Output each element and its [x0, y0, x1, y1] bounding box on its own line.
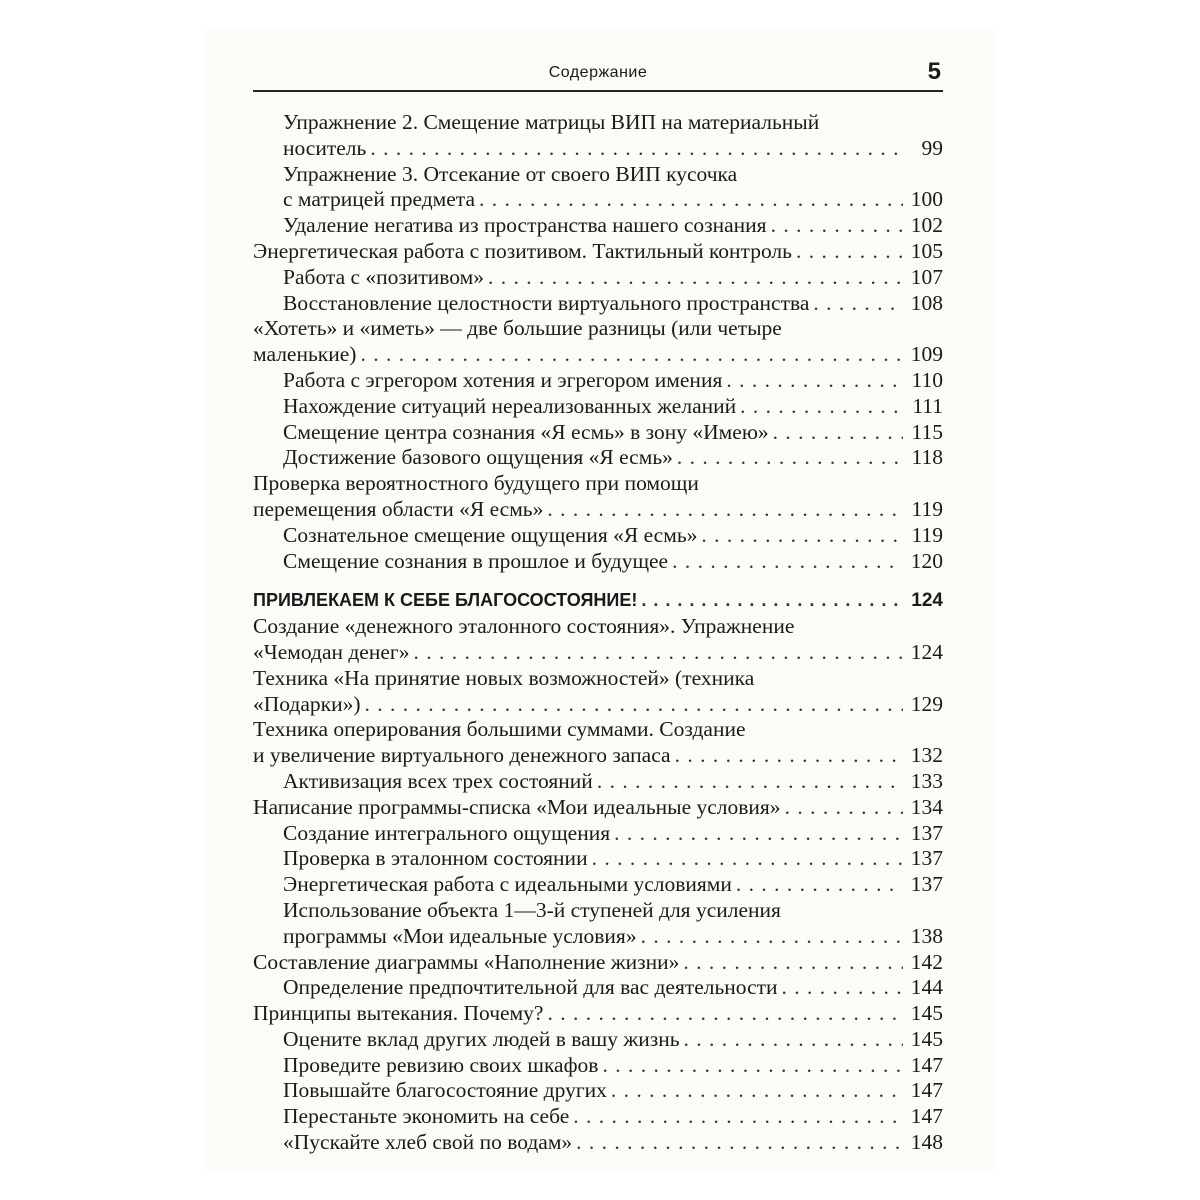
toc-page-number: 137 — [910, 872, 943, 897]
toc-entry — [253, 898, 943, 924]
toc-page-number: 147 — [910, 1052, 943, 1077]
dot-leader — [726, 368, 903, 394]
toc-entry — [253, 136, 943, 162]
dot-leader — [736, 872, 903, 898]
toc-entry-title: Упражнение 2. Смещение матрицы ВИП на материальный — [283, 110, 820, 134]
toc-page-number: 100 — [910, 187, 943, 212]
toc-page-number: 148 — [910, 1130, 943, 1155]
toc-entry — [253, 743, 943, 769]
dot-leader — [683, 950, 903, 976]
toc-page-number: 105 — [910, 238, 943, 263]
toc-page-number: 118 — [911, 445, 943, 470]
toc-page-number: 102 — [910, 213, 943, 238]
toc-entry-title: Использование объекта 1—3-й ступеней для усиления — [283, 897, 781, 922]
toc-entry — [253, 717, 943, 743]
dot-leader — [614, 821, 903, 847]
dot-leader — [413, 640, 903, 666]
toc-entry-title: Проведите ревизию своих шкафов — [283, 1052, 599, 1077]
toc-entry — [253, 316, 943, 342]
toc-entry-title: Сознательное смещение ощущения «Я есмь» — [283, 522, 698, 547]
book-page — [205, 30, 995, 1170]
dot-leader — [547, 1001, 903, 1027]
toc-entry — [253, 924, 943, 950]
toc-page-number: 129 — [910, 691, 943, 716]
toc-entry-title: Создание «денежного эталонного состояния». Упражнение — [253, 614, 795, 639]
dot-leader — [641, 924, 903, 950]
toc-section-heading — [253, 588, 943, 614]
toc-entry-title: Работа с «позитивом» — [283, 264, 485, 289]
toc-entry-title: и увеличение виртуального денежного запаса — [253, 743, 671, 768]
toc-page-number: 107 — [910, 264, 943, 289]
dot-leader — [597, 769, 903, 795]
toc-entry — [253, 614, 943, 640]
toc-entry — [253, 239, 943, 265]
dot-leader — [701, 523, 903, 549]
toc-entry-title: перемещения области «Я есмь» — [253, 496, 544, 521]
toc-entry — [253, 1078, 943, 1104]
toc-entry-title: программы «Мои идеальные условия» — [283, 923, 637, 948]
dot-leader — [813, 291, 903, 317]
toc-entry — [253, 640, 943, 666]
toc-entry — [253, 769, 943, 795]
toc-entry-title: с матрицей предмета — [283, 187, 476, 212]
toc-page-number: 147 — [910, 1104, 943, 1129]
dot-leader — [675, 743, 903, 769]
dot-leader — [592, 846, 903, 872]
toc-entry-title: Проверка в эталонном состоянии — [283, 846, 588, 871]
dot-leader — [576, 1130, 903, 1156]
dot-leader — [641, 588, 903, 614]
toc-entry — [253, 291, 943, 317]
toc-entry-title: Упражнение 3. Отсекание от своего ВИП кусочка — [283, 161, 738, 186]
toc-entry — [253, 950, 943, 976]
toc-entry — [253, 110, 943, 136]
toc-page-number: 119 — [911, 496, 943, 521]
toc-page-number: 147 — [910, 1078, 943, 1103]
toc-entry-title: Работа с эгрегором хотения и эгрегором имения — [283, 367, 723, 392]
toc-entry — [253, 846, 943, 872]
toc-entry-title: «Подарки») — [253, 691, 361, 716]
toc-entry-title: носитель — [283, 135, 367, 160]
toc-entry — [253, 342, 943, 368]
toc-entry — [253, 394, 943, 420]
toc-entry-title: Смещение центра сознания «Я есмь» в зону «Имею» — [283, 419, 769, 444]
toc-entry-title: ПРИВЛЕКАЕМ К СЕБЕ БЛАГОСОСТОЯНИЕ! — [253, 590, 638, 611]
dot-leader — [573, 1104, 903, 1130]
toc-page-number: 108 — [910, 290, 943, 315]
toc-entry — [253, 692, 943, 718]
toc-entry-title: Проверка вероятностного будущего при помощи — [253, 471, 699, 496]
toc-page-number: 124 — [911, 590, 943, 612]
toc-page-number: 133 — [910, 768, 943, 793]
toc-entry — [253, 213, 943, 239]
toc-entry — [253, 872, 943, 898]
dot-leader — [672, 549, 903, 575]
toc-page-number: 115 — [911, 419, 943, 444]
toc-page-number: 145 — [910, 1001, 943, 1026]
toc-entry — [253, 821, 943, 847]
toc-entry — [253, 497, 943, 523]
dot-leader — [796, 239, 903, 265]
toc-page-number: 144 — [910, 975, 943, 1000]
toc-entry — [253, 1130, 943, 1156]
toc-page-number: 99 — [921, 135, 943, 160]
dot-leader — [611, 1078, 903, 1104]
toc-page-number: 142 — [910, 949, 943, 974]
toc-entry — [253, 368, 943, 394]
dot-leader — [602, 1053, 903, 1079]
dot-leader — [547, 497, 903, 523]
header-title: Содержание — [548, 64, 648, 81]
toc-entry-title: Удаление негатива из пространства нашего сознания — [283, 213, 767, 238]
toc-page-number: 110 — [911, 367, 943, 392]
toc-entry — [253, 1104, 943, 1130]
toc-entry-title: Энергетическая работа с идеальными условиями — [283, 872, 732, 897]
dot-leader — [740, 394, 903, 420]
dot-leader — [785, 795, 903, 821]
toc-entry — [253, 1053, 943, 1079]
toc-entry-title: Создание интегрального ощущения — [283, 820, 611, 845]
toc-entry — [253, 1001, 943, 1027]
dot-leader — [771, 213, 903, 239]
toc-page-number: 134 — [910, 794, 943, 819]
toc-entry-title: Смещение сознания в прошлое и будущее — [283, 548, 669, 573]
dot-leader — [684, 1027, 903, 1053]
toc-entry — [253, 523, 943, 549]
toc-page-number: 111 — [912, 393, 943, 418]
toc-page-number: 132 — [910, 743, 943, 768]
dot-leader — [360, 342, 903, 368]
toc-entry-title: «Чемодан денег» — [253, 639, 410, 664]
table-of-contents — [253, 110, 943, 1156]
toc-entry-title: Составление диаграммы «Наполнение жизни» — [253, 949, 680, 974]
toc-page-number: 138 — [910, 923, 943, 948]
dot-leader — [365, 692, 904, 718]
toc-entry — [253, 666, 943, 692]
toc-entry — [253, 162, 943, 188]
toc-entry-title: Оцените вклад других людей в вашу жизнь — [283, 1026, 680, 1051]
toc-page-number: 145 — [910, 1026, 943, 1051]
toc-entry-title: Написание программы-списка «Мои идеальные условия» — [253, 794, 781, 819]
toc-entry — [253, 445, 943, 471]
toc-entry-title: Техника «На принятие новых возможностей» (техника — [253, 665, 755, 690]
toc-entry-title: «Пускайте хлеб свой по водам» — [283, 1130, 573, 1155]
dot-leader — [782, 975, 903, 1001]
page-number: 5 — [927, 58, 941, 85]
toc-entry-title: Нахождение ситуаций нереализованных желаний — [283, 393, 737, 418]
toc-entry-title: Перестаньте экономить на себе — [283, 1104, 570, 1129]
toc-entry — [253, 1027, 943, 1053]
toc-entry — [253, 549, 943, 575]
toc-entry — [253, 795, 943, 821]
dot-leader — [479, 187, 903, 213]
dot-leader — [773, 420, 903, 446]
toc-entry-title: Достижение базового ощущения «Я есмь» — [283, 445, 673, 470]
toc-entry-title: Энергетическая работа с позитивом. Тактильный контроль — [253, 238, 792, 263]
toc-entry — [253, 975, 943, 1001]
dot-leader — [677, 445, 903, 471]
toc-entry — [253, 471, 943, 497]
toc-page-number: 137 — [910, 846, 943, 871]
toc-entry-title: Принципы вытекания. Почему? — [253, 1001, 544, 1026]
toc-entry — [253, 420, 943, 446]
dot-leader — [488, 265, 903, 291]
toc-entry-title: Техника оперирования большими суммами. Создание — [253, 717, 746, 742]
toc-entry — [253, 265, 943, 291]
toc-entry-title: Повышайте благосостояние других — [283, 1078, 607, 1103]
toc-page-number: 120 — [910, 548, 943, 573]
toc-page-number: 119 — [911, 522, 943, 547]
toc-page-number: 137 — [910, 820, 943, 845]
dot-leader — [370, 136, 903, 162]
toc-entry — [253, 187, 943, 213]
toc-page-number: 109 — [910, 342, 943, 367]
toc-entry-title: «Хотеть» и «иметь» — две большие разницы (или четыре — [253, 316, 782, 341]
toc-page-number: 124 — [910, 639, 943, 664]
toc-entry-title: Восстановление целостности виртуального пространства — [283, 290, 810, 315]
toc-entry-title: Определение предпочтительной для вас деятельности — [283, 975, 778, 1000]
running-header — [253, 60, 943, 92]
toc-entry-title: маленькие) — [253, 342, 357, 367]
toc-entry-title: Активизация всех трех состояний — [283, 768, 593, 793]
